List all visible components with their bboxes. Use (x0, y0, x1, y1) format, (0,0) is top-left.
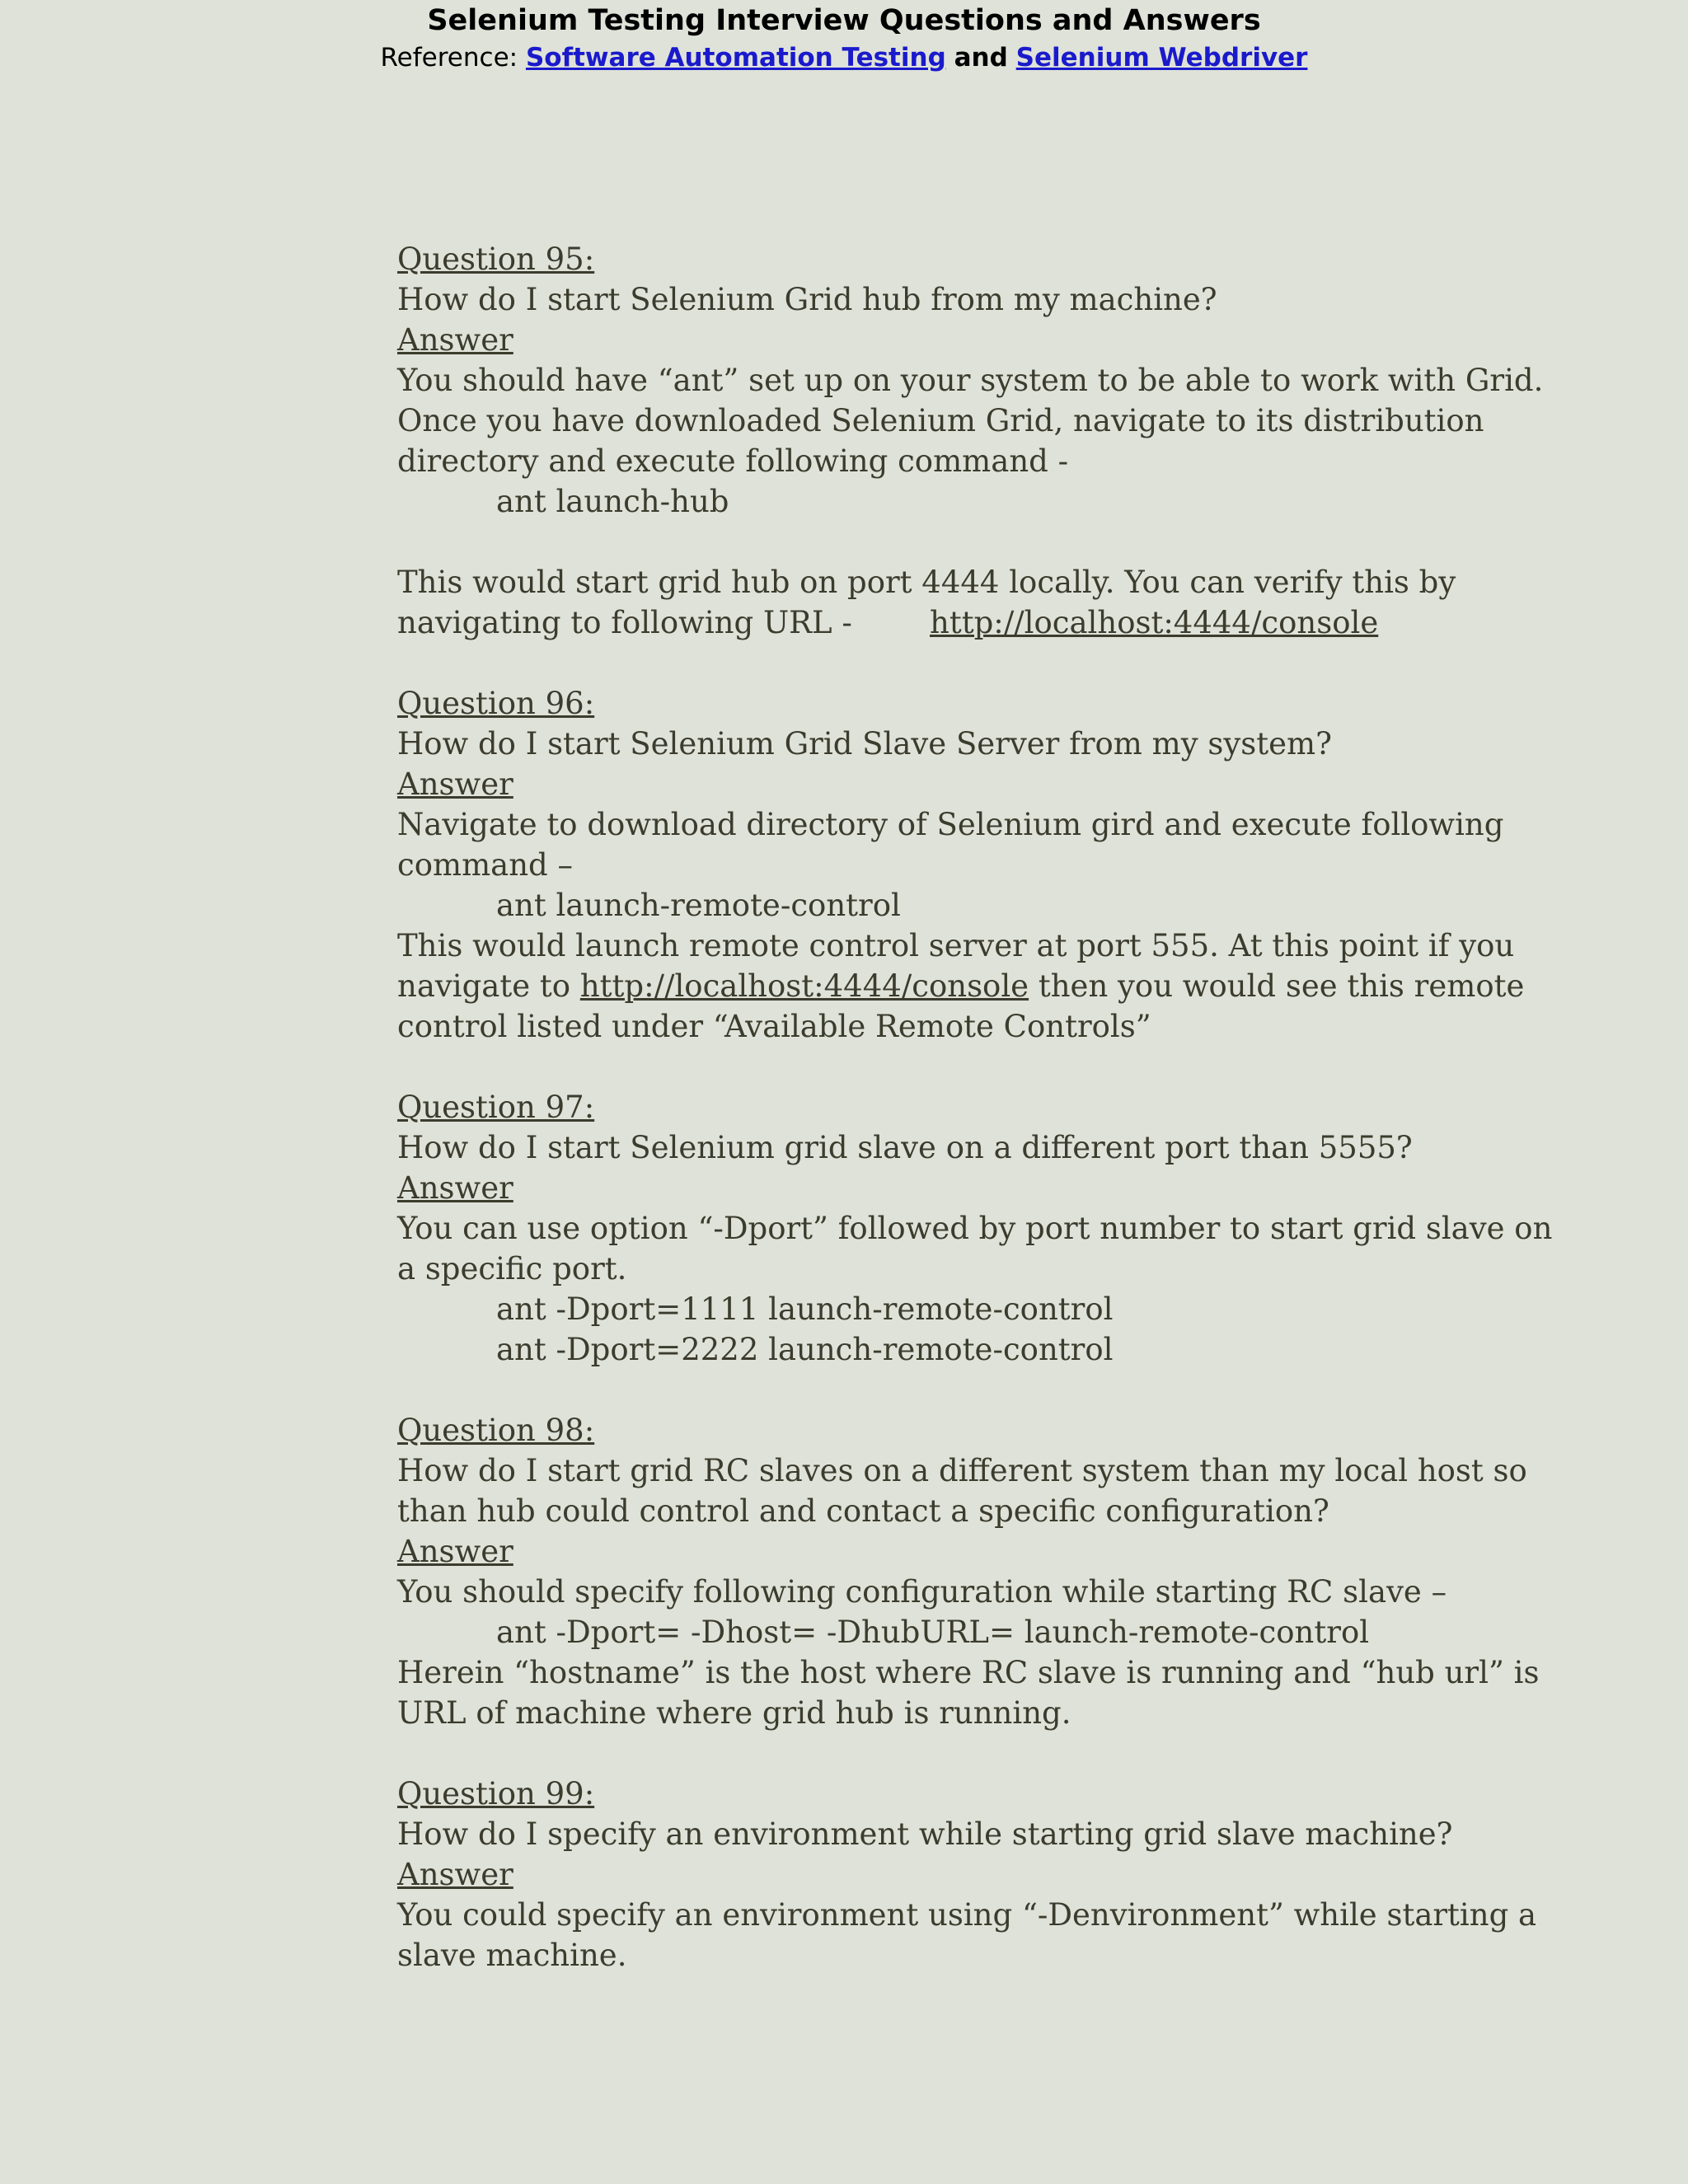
question-97-answer-line: You can use option “-Dport” followed by port number to start grid slave on (397, 1211, 1553, 1246)
question-97-answer-line: a specific port. (397, 1251, 627, 1286)
console-url-link[interactable]: http://localhost:4444/console (579, 968, 1029, 1004)
question-97-answer-label: Answer (397, 1170, 513, 1206)
question-95-answer-line: directory and execute following command - (397, 443, 1069, 479)
question-97-command: ant -Dport=2222 launch-remote-control (496, 1332, 1114, 1367)
question-96-command: ant launch-remote-control (496, 888, 901, 923)
question-95-text: How do I start Selenium Grid hub from my machine? (397, 282, 1217, 317)
question-99-text: How do I specify an environment while starting grid slave machine? (397, 1816, 1453, 1852)
question-99-answer-line: You could specify an environment using “-Denvironment” while starting a (397, 1897, 1537, 1933)
question-95-answer-line: You should have “ant” set up on your system to be able to work with Grid. (397, 363, 1544, 398)
question-97-text: How do I start Selenium grid slave on a different port than 5555? (397, 1130, 1413, 1165)
question-96-heading: Question 96: (397, 686, 595, 721)
question-98-answer-line: You should specify following configuration while starting RC slave – (397, 1574, 1447, 1610)
question-96-answer-line: command – (397, 847, 574, 883)
question-95-heading: Question 95: (397, 241, 595, 277)
question-97-heading: Question 97: (397, 1090, 595, 1125)
reference-prefix: Reference: (380, 43, 518, 73)
question-96-answer-line: Navigate to download directory of Selenium gird and execute following (397, 807, 1504, 842)
question-96-remote-text: then you would see this remote (1038, 968, 1525, 1004)
question-95-answer-line: Once you have downloaded Selenium Grid, navigate to its distribution (397, 403, 1484, 438)
question-98-command: ant -Dport= -Dhost= -DhubURL= launch-remote-control (496, 1615, 1370, 1650)
reference-line (0, 40, 1688, 76)
question-96-text: How do I start Selenium Grid Slave Server from my system? (397, 726, 1332, 762)
question-99-answer-label: Answer (397, 1857, 513, 1892)
question-96-answer-line: This would launch remote control server at port 555. At this point if you (397, 928, 1515, 963)
question-98-answer-line: URL of machine where grid hub is running. (397, 1695, 1071, 1731)
question-95-answer-line: navigating to following URL - (397, 605, 852, 640)
question-95-command: ant launch-hub (496, 484, 729, 519)
reference-and: and (954, 43, 1008, 73)
question-96-answer-label: Answer (397, 766, 513, 802)
document-title: Selenium Testing Interview Questions and Answers (427, 4, 1261, 37)
software-automation-testing-link[interactable]: Software Automation Testing (525, 43, 946, 73)
question-98-answer-label: Answer (397, 1534, 513, 1569)
console-url-link[interactable]: http://localhost:4444/console (930, 605, 1379, 640)
question-98-text: than hub could control and contact a specific configuration? (397, 1493, 1329, 1529)
question-98-text: How do I start grid RC slaves on a different system than my local host so (397, 1453, 1527, 1488)
question-96-answer-line (397, 966, 1524, 1006)
question-99-heading: Question 99: (397, 1776, 595, 1811)
question-98-heading: Question 98: (397, 1413, 595, 1448)
question-95-answer-label: Answer (397, 322, 513, 358)
selenium-webdriver-link[interactable]: Selenium Webdriver (1015, 43, 1308, 73)
question-97-command: ant -Dport=1111 launch-remote-control (496, 1291, 1114, 1327)
question-99-answer-line: slave machine. (397, 1938, 627, 1973)
question-96-answer-line: control listed under “Available Remote Controls” (397, 1009, 1151, 1044)
question-96-navigate-text: navigate to (397, 968, 571, 1004)
question-98-answer-line: Herein “hostname” is the host where RC slave is running and “hub url” is (397, 1655, 1540, 1690)
question-95-answer-line: This would start grid hub on port 4444 locally. You can verify this by (397, 565, 1456, 600)
